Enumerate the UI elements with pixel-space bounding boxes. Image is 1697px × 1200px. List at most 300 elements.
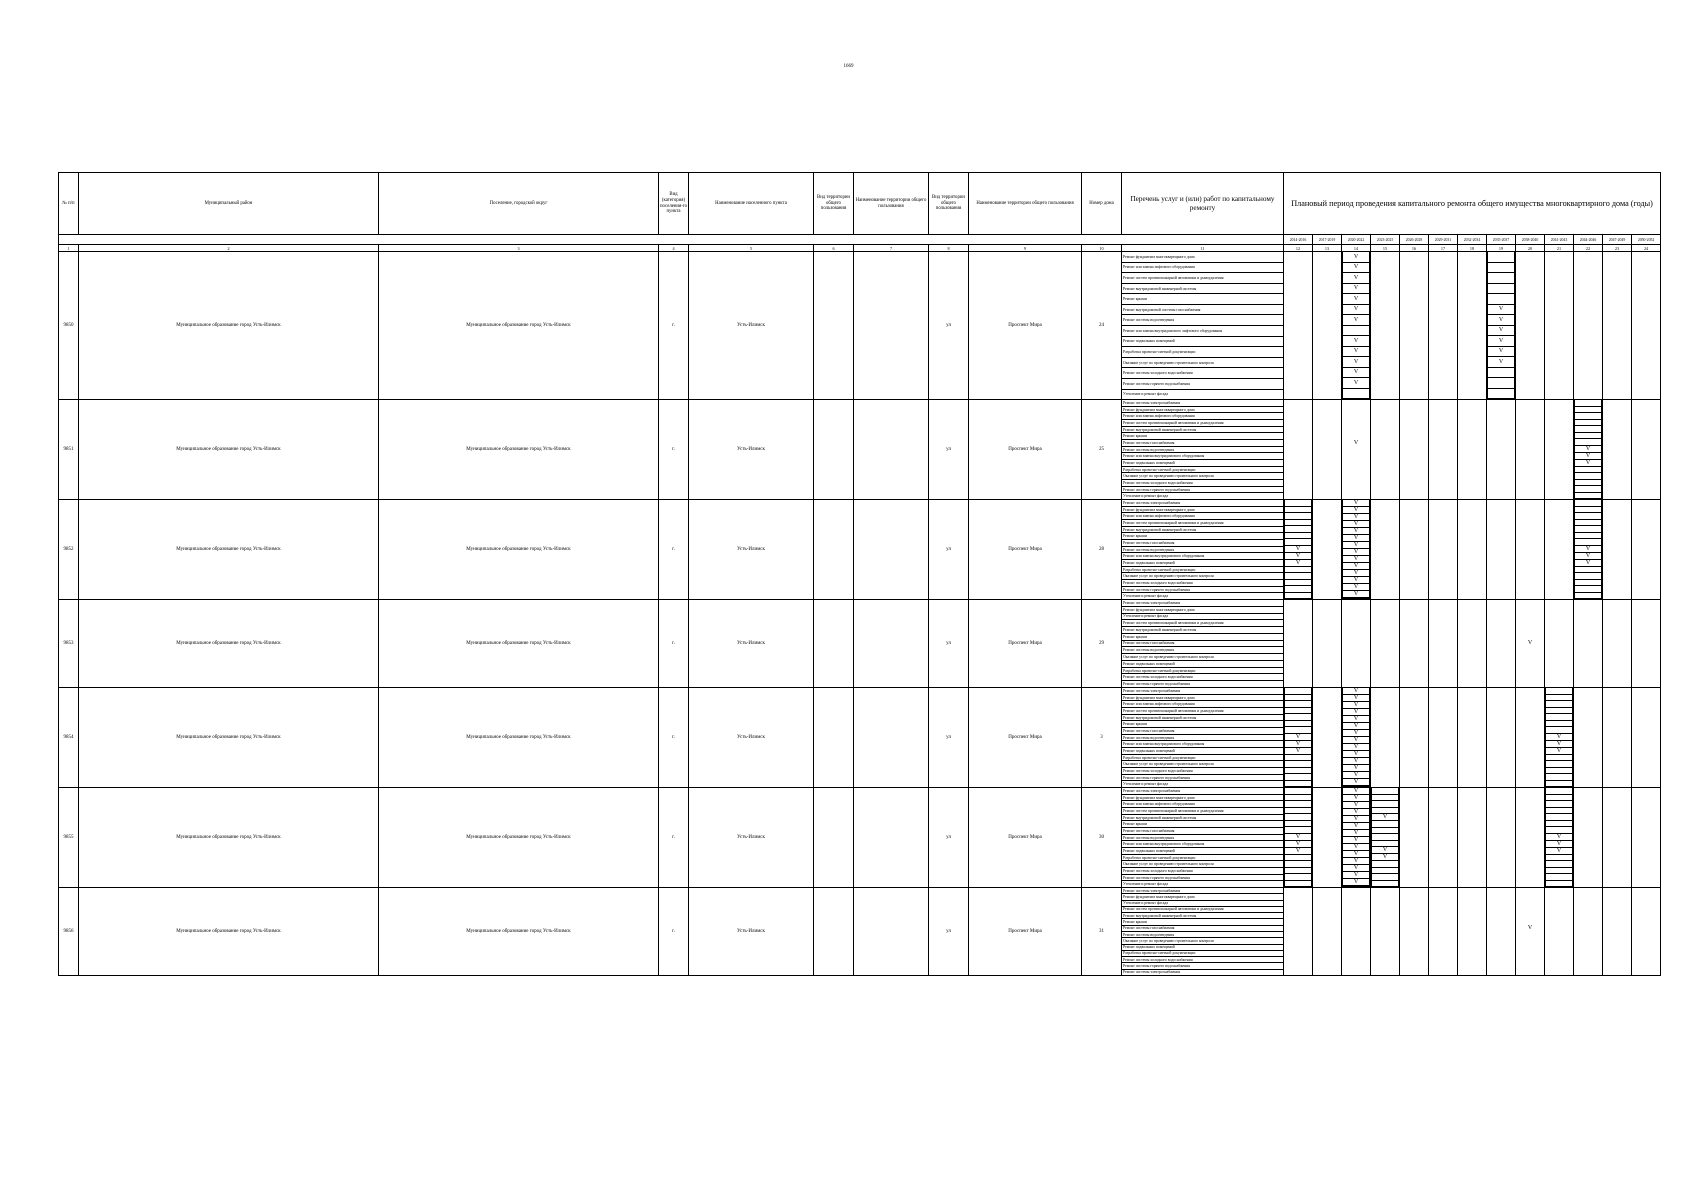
header-street-kind: Вид территории общего пользования [929,173,969,235]
empty-mark [1342,466,1370,473]
column-number: 11 [1122,245,1284,252]
year-cell [1603,500,1632,600]
header-locality: Наименование населенного пункта [689,173,814,235]
work-item: Ремонт крыши [1122,433,1283,440]
empty-mark [1487,378,1515,389]
empty-mark [1516,647,1544,654]
empty-mark [1516,969,1544,975]
work-item: Утепление и ремонт фасада [1123,392,1169,397]
repair-mark: V [1371,854,1399,861]
year-header: 2020-2022 [1342,235,1371,245]
year-cell [1371,600,1400,688]
empty-mark [1342,433,1370,440]
column-number: 3 [379,245,659,252]
work-item: Оказание услуг по проведению строительного контроля [1122,358,1283,369]
empty-mark [1487,368,1515,379]
empty-mark [1342,459,1370,466]
year-cell [1632,888,1661,976]
repair-mark: V [1342,772,1370,779]
district-cell: Муниципальное образование город Усть-Илимск [79,600,379,688]
year-cell [1371,788,1400,888]
year-cell [1458,888,1487,976]
column-numbers-row [59,245,1661,252]
work-item: Ремонт системы водоотведения [1122,647,1283,654]
year-cell [1545,600,1574,688]
repair-mark: V [1342,273,1370,284]
work-item: Ремонт внутридомовой инженерной системы [1122,427,1283,434]
locality-cell: Усть-Илимск [689,400,814,500]
year-cell [1342,500,1371,600]
repair-mark: V [1527,925,1533,932]
empty-mark [1342,389,1370,400]
empty-mark [1342,420,1370,427]
works-list [1122,500,1283,599]
repair-mark: V [1342,514,1370,521]
locality-cell: Усть-Илимск [689,252,814,400]
year-cell [1574,400,1603,500]
row-number: 9856 [59,888,79,976]
year-cell [1429,252,1458,400]
work-item: Оказание услуг по проведению строительного контроля [1122,761,1283,768]
works-list-cell [1122,252,1284,400]
year-cell [1516,688,1545,788]
work-item: Ремонт подвальных помещений [1122,748,1283,755]
settlement-kind-cell: г. [659,888,689,976]
repair-mark: V [1342,723,1370,730]
work-item: Ремонт системы газоснабжения [1122,926,1283,932]
year-cell [1313,500,1342,600]
year-cell [1284,788,1313,888]
table-row [59,888,1661,976]
work-item: Ремонт системы холодного водоснабжения [1122,674,1283,681]
repair-mark: V [1342,542,1370,549]
street-name-cell: Проспект Мира [969,688,1082,788]
work-item: Ремонт систем противопожарной автоматики и дымоудаления [1122,520,1283,527]
work-item: Разработка проектно-сметной документации [1122,567,1283,574]
work-item: Ремонт систем противопожарной автоматики и дымоудаления [1122,620,1283,627]
year-cell [1429,400,1458,500]
territory-name-cell [854,788,929,888]
column-number: 14 [1342,245,1371,252]
work-item: Ремонт или замена лифтового оборудования [1122,413,1283,420]
work-item: Ремонт системы водоотведения [1122,547,1283,554]
repair-mark: V [1284,848,1312,855]
settlement-kind-cell: г. [659,252,689,400]
street-kind-cell: ул [929,252,969,400]
year-cell [1516,888,1545,976]
work-item: Ремонт крыши [1122,821,1283,828]
year-cell-stack [1342,688,1370,787]
repair-mark: V [1342,709,1370,716]
year-cell [1516,600,1545,688]
year-cell [1342,252,1371,400]
empty-mark [1516,620,1544,627]
territory-kind-cell [814,688,854,788]
works-list-cell [1122,400,1284,500]
repair-mark: V [1342,284,1370,295]
year-cell-stack [1342,252,1370,399]
locality-cell: Усть-Илимск [689,500,814,600]
repair-mark: V [1574,453,1602,460]
year-cell [1545,788,1574,888]
column-number: 5 [689,245,814,252]
territory-name-cell [854,688,929,788]
repair-mark: V [1545,741,1573,748]
territory-kind-cell [814,888,854,976]
year-cell [1313,888,1342,976]
repair-mark: V [1545,834,1573,841]
empty-mark [1516,613,1544,620]
work-item: Ремонт системы газоснабжения [1122,728,1283,735]
house-number-cell: 24 [1082,252,1122,400]
repair-mark: V [1574,460,1602,467]
header-number: № п/п [59,173,79,235]
work-item: Ремонт или замена лифтового оборудования [1122,801,1283,808]
repair-mark: V [1545,841,1573,848]
year-cell [1603,400,1632,500]
work-item: Ремонт внутридомовой инженерной системы [1122,815,1283,822]
year-cell [1429,600,1458,688]
repair-mark: V [1342,688,1370,695]
work-item: Утепление и ремонт фасада [1123,594,1169,599]
empty-mark [1342,446,1370,453]
locality-cell: Усть-Илимск [689,600,814,688]
empty-mark [1371,881,1399,888]
repair-mark: V [1342,802,1370,809]
year-header: 2032-2034 [1458,235,1487,245]
year-cell-stack [1342,400,1370,499]
work-item: Ремонт системы холодного водоснабжения [1122,580,1283,587]
work-item: Ремонт фундамента многоквартирного дома [1122,795,1283,802]
territory-name-cell [854,400,929,500]
year-cell [1487,400,1516,500]
empty-mark [1284,881,1312,888]
empty-mark [1342,453,1370,460]
works-list-cell [1122,500,1284,600]
repair-mark: V [1342,837,1370,844]
settlement-kind-cell: г. [659,500,689,600]
column-number: 24 [1632,245,1661,252]
year-cell [1574,788,1603,888]
repair-mark: V [1342,500,1370,507]
year-cell [1458,688,1487,788]
work-item: Ремонт системы горячего водоснабжения [1122,775,1283,782]
year-cell [1342,888,1371,976]
settlement-cell: Муниципальное образование город Усть-Илимск [379,788,659,888]
header-works: Перечень услуг и (или) работ по капитальному ремонту [1122,173,1284,235]
year-cell [1458,600,1487,688]
repair-mark: V [1342,336,1370,347]
house-number-cell: 29 [1082,600,1122,688]
district-cell: Муниципальное образование город Усть-Илимск [79,400,379,500]
year-cell [1313,788,1342,888]
work-item: Ремонт внутридомовой инженерной системы [1122,284,1283,295]
locality-cell: Усть-Илимск [689,888,814,976]
year-cell [1400,888,1429,976]
work-item: Оказание услуг по проведению строительного контроля [1122,938,1283,944]
repair-mark: V [1342,844,1370,851]
year-header: 2050-2052 [1632,235,1661,245]
year-cell [1284,500,1313,600]
work-item: Ремонт или замена внутридомового оборудования [1122,553,1283,560]
repair-mark: V [1342,758,1370,765]
territory-kind-cell [814,600,854,688]
work-item: Ремонт подвальных помещений [1122,460,1283,467]
empty-mark [1487,389,1515,400]
district-cell: Муниципальное образование город Усть-Илимск [79,500,379,600]
year-cell [1545,688,1574,788]
year-cell [1400,252,1429,400]
repair-mark: V [1574,560,1602,567]
empty-mark [1342,492,1370,499]
works-list-cell [1122,688,1284,788]
row-number: 9853 [59,600,79,688]
work-item: Ремонт внутридомовой системы газоснабжения [1122,305,1283,316]
street-kind-cell: ул [929,888,969,976]
work-item: Разработка проектно-сметной документации [1122,467,1283,474]
work-item: Ремонт внутридомовой инженерной системы [1122,627,1283,634]
header-house: Номер дома [1082,173,1122,235]
repair-mark: V [1342,577,1370,584]
column-number: 23 [1603,245,1632,252]
year-cell [1284,252,1313,400]
repair-mark: V [1284,748,1312,755]
repair-mark: V [1284,741,1312,748]
repair-mark: V [1353,439,1359,446]
year-cell [1371,252,1400,400]
repair-mark: V [1342,357,1370,368]
year-cell [1313,688,1342,788]
year-cell [1313,400,1342,500]
row-number: 9852 [59,500,79,600]
empty-mark [1487,263,1515,274]
repair-mark: V [1342,556,1370,563]
repair-mark: V [1342,872,1370,879]
year-cell-stack [1516,888,1544,975]
repair-mark: V [1342,563,1370,570]
header-territory-name: Наименование территории общего пользования [854,173,929,235]
house-number-cell: 28 [1082,500,1122,600]
column-number: 9 [969,245,1082,252]
year-cell [1371,888,1400,976]
column-number: 15 [1371,245,1400,252]
column-number: 17 [1429,245,1458,252]
work-item: Оказание услуг по проведению строительного контроля [1122,654,1283,661]
work-item: Ремонт систем противопожарной автоматики и дымоудаления [1122,273,1283,284]
empty-mark [1545,781,1573,788]
repair-mark: V [1342,535,1370,542]
works-list [1122,600,1283,687]
repair-mark: V [1342,378,1370,389]
work-item: Ремонт системы электроснабжения [1122,400,1283,407]
year-cell [1284,888,1313,976]
street-name-cell: Проспект Мира [969,500,1082,600]
empty-mark [1574,493,1602,500]
year-cell [1429,888,1458,976]
work-item: Ремонт фундамента многоквартирного дома [1122,507,1283,514]
repair-mark: V [1574,553,1602,560]
year-cell [1516,500,1545,600]
year-header: 2038-2040 [1516,235,1545,245]
year-cell-stack [1284,500,1312,599]
work-item: Ремонт системы электроснабжения [1122,500,1283,507]
year-cell [1400,688,1429,788]
work-item: Ремонт внутридомовой инженерной системы [1122,715,1283,722]
repair-mark: V [1342,788,1370,795]
repair-mark: V [1342,851,1370,858]
work-item: Ремонт внутридомовой инженерной системы [1122,527,1283,534]
year-cell [1545,500,1574,600]
repair-mark: V [1487,347,1515,358]
years-row [59,235,1661,245]
territory-name-cell [854,252,929,400]
year-cell [1284,688,1313,788]
work-item: Ремонт системы газоснабжения [1122,540,1283,547]
work-item: Ремонт системы холодного водоснабжения [1122,868,1283,875]
year-cell [1487,888,1516,976]
work-item: Оказание услуг по проведению строительного контроля [1122,473,1283,480]
work-item: Ремонт системы водоотведения [1122,932,1283,938]
year-cell-stack [1516,600,1544,687]
column-number: 7 [854,245,929,252]
work-item: Ремонт или замена внутридомового оборудования [1122,841,1283,848]
work-item: Утепление и ремонт фасада [1123,494,1169,499]
work-item: Ремонт крыши [1122,721,1283,728]
year-cell [1487,688,1516,788]
work-item: Ремонт системы электроснабжения [1123,970,1181,975]
work-item: Ремонт крыши [1122,919,1283,925]
year-header: 2014-2016 [1284,235,1313,245]
repair-mark: V [1284,553,1312,560]
repair-mark: V [1342,521,1370,528]
empty-mark [1516,654,1544,661]
year-cell [1429,500,1458,600]
work-item: Оказание услуг по проведению строительного контроля [1122,573,1283,580]
district-cell: Муниципальное образование город Усть-Илимск [79,888,379,976]
year-cell [1603,252,1632,400]
year-cell [1632,252,1661,400]
work-item: Ремонт или замена внутридомового оборудования [1122,453,1283,460]
year-cell-stack [1342,788,1370,887]
work-item: Ремонт систем противопожарной автоматики и дымоудаления [1122,708,1283,715]
work-item: Ремонт системы электроснабжения [1122,888,1283,894]
page-number: 1669 [843,64,854,69]
work-item: Ремонт системы электроснабжения [1122,600,1283,607]
year-header: 2029-2031 [1429,235,1458,245]
year-cell [1313,600,1342,688]
street-name-cell: Проспект Мира [969,788,1082,888]
work-item: Ремонт системы электроснабжения [1122,788,1283,795]
work-item: Ремонт системы газоснабжения [1122,440,1283,447]
repair-mark: V [1574,546,1602,553]
work-item: Ремонт системы холодного водоснабжения [1122,957,1283,963]
column-number: 1 [59,245,79,252]
street-name-cell: Проспект Мира [969,888,1082,976]
repair-mark: V [1342,744,1370,751]
work-item: Ремонт фундамента многоквартирного дома [1122,407,1283,414]
repair-mark: V [1284,546,1312,553]
year-cell [1342,688,1371,788]
work-item: Ремонт подвальных помещений [1122,337,1283,348]
work-item: Утепление и ремонт фасада [1123,882,1169,887]
year-cell [1516,788,1545,888]
empty-mark [1487,284,1515,295]
works-list [1122,252,1283,399]
repair-mark: V [1487,315,1515,326]
year-cell [1487,788,1516,888]
repair-mark: V [1527,640,1533,647]
column-number: 22 [1574,245,1603,252]
table-row [59,600,1661,688]
street-name-cell: Проспект Мира [969,400,1082,500]
empty-mark [1487,252,1515,263]
row-number: 9851 [59,400,79,500]
repair-mark: V [1371,847,1399,854]
repair-mark: V [1342,570,1370,577]
year-cell [1458,788,1487,888]
district-cell: Муниципальное образование город Усть-Илимск [79,252,379,400]
repair-mark: V [1487,326,1515,337]
locality-cell: Усть-Илимск [689,788,814,888]
year-cell [1458,500,1487,600]
year-cell [1545,400,1574,500]
repair-mark: V [1342,858,1370,865]
year-cell [1400,400,1429,500]
work-item: Ремонт фундамента многоквартирного дома [1122,252,1283,263]
repair-mark: V [1487,357,1515,368]
year-cell [1400,600,1429,688]
column-number: 13 [1313,245,1342,252]
year-header: 2017-2019 [1313,235,1342,245]
work-item: Утепление и ремонт фасада [1122,901,1283,907]
column-number: 18 [1458,245,1487,252]
repair-mark: V [1342,305,1370,316]
repair-mark: V [1284,734,1312,741]
repair-mark: V [1342,507,1370,514]
repair-mark: V [1342,549,1370,556]
street-name-cell: Проспект Мира [969,252,1082,400]
work-item: Ремонт системы горячего водоснабжения [1122,587,1283,594]
repair-mark: V [1342,779,1370,786]
year-cell [1458,252,1487,400]
work-item: Ремонт фундамента многоквартирного дома [1122,607,1283,614]
column-number: 16 [1400,245,1429,252]
repair-mark: V [1342,716,1370,723]
year-cell [1632,688,1661,788]
district-cell: Муниципальное образование город Усть-Илимск [79,688,379,788]
year-cell [1545,252,1574,400]
table-row [59,500,1661,600]
empty-mark [1284,781,1312,788]
repair-mark: V [1342,879,1370,886]
row-number: 9854 [59,688,79,788]
year-cell-stack [1371,788,1399,887]
work-item: Ремонт системы газоснабжения [1122,641,1283,648]
work-item: Ремонт систем противопожарной автоматики и дымоудаления [1122,420,1283,427]
repair-mark: V [1487,305,1515,316]
settlement-kind-cell: г. [659,688,689,788]
year-cell [1429,788,1458,888]
work-item: Ремонт системы горячего водоснабжения [1122,379,1283,390]
year-cell [1284,600,1313,688]
year-cell [1632,400,1661,500]
street-kind-cell: ул [929,788,969,888]
empty-mark [1487,273,1515,284]
work-item: Ремонт или замена лифтового оборудования [1122,701,1283,708]
house-number-cell: 30 [1082,788,1122,888]
column-number: 8 [929,245,969,252]
territory-kind-cell [814,400,854,500]
